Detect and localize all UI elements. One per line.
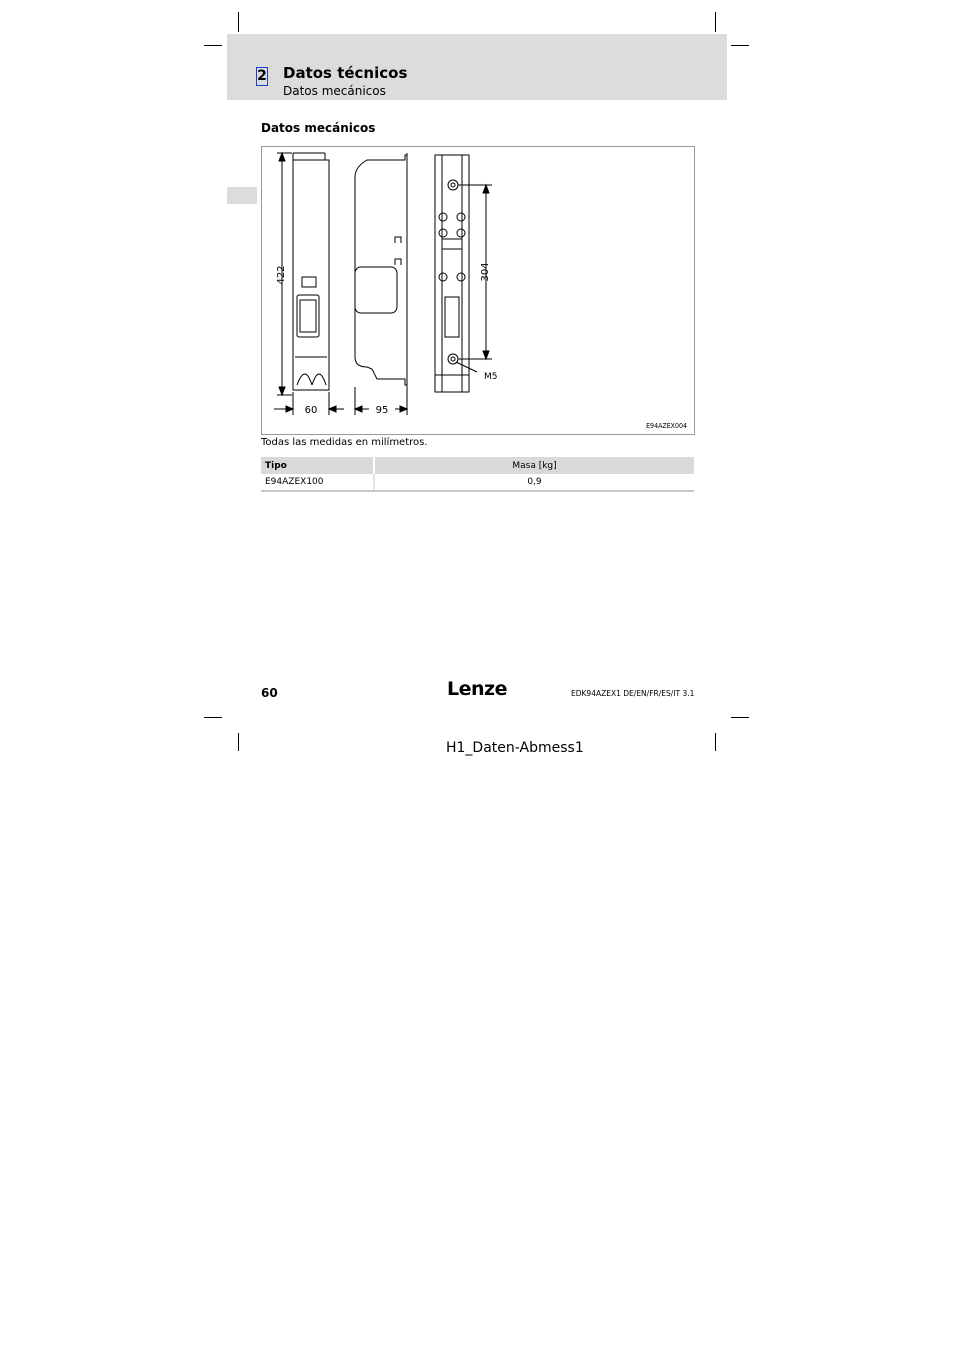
- dim-label-front-width: 60: [304, 405, 318, 416]
- rear-view: [435, 155, 469, 392]
- table-cell-type: E94AZEX100: [261, 474, 374, 491]
- table-header-type: Tipo: [261, 457, 374, 474]
- page-number: 60: [261, 686, 278, 700]
- table-header-row: [261, 457, 694, 474]
- screw-label: M5: [484, 372, 498, 382]
- dim-label-height: 422: [276, 265, 287, 285]
- crop-mark: [204, 45, 222, 46]
- crop-mark: [238, 733, 239, 751]
- dim-label-hole-spacing: 304: [480, 262, 491, 282]
- lenze-logo: Lenze: [447, 678, 507, 700]
- chapter-title: Datos técnicos: [283, 64, 408, 82]
- table-row: [261, 474, 694, 491]
- dim-label-depth: 95: [375, 405, 389, 416]
- figure-caption: Todas las medidas en milímetros.: [261, 437, 428, 448]
- dimension-drawing: [261, 146, 695, 435]
- crop-mark: [715, 733, 716, 751]
- figure-id: E94AZEX004: [646, 422, 687, 430]
- crop-mark: [238, 12, 239, 32]
- front-view: [293, 153, 329, 390]
- mass-table: [261, 457, 694, 492]
- crop-mark: [731, 717, 749, 718]
- side-tab-marker: [227, 187, 257, 204]
- document-id: EDK94AZEX1 DE/EN/FR/ES/IT 3.1: [571, 689, 695, 698]
- footer-label: H1_Daten-Abmess1: [446, 740, 584, 756]
- dimension-drawing-svg: [262, 147, 694, 434]
- screw-leader-line: [456, 362, 477, 372]
- section-title: Datos mecánicos: [261, 121, 376, 135]
- crop-mark: [204, 717, 222, 718]
- table-header-mass: Masa [kg]: [374, 457, 694, 474]
- crop-mark: [731, 45, 749, 46]
- chapter-subtitle: Datos mecánicos: [283, 84, 386, 98]
- table-cell-mass: 0,9: [374, 474, 694, 491]
- crop-mark: [715, 12, 716, 32]
- side-view: [355, 153, 407, 387]
- chapter-number: 2: [257, 68, 267, 84]
